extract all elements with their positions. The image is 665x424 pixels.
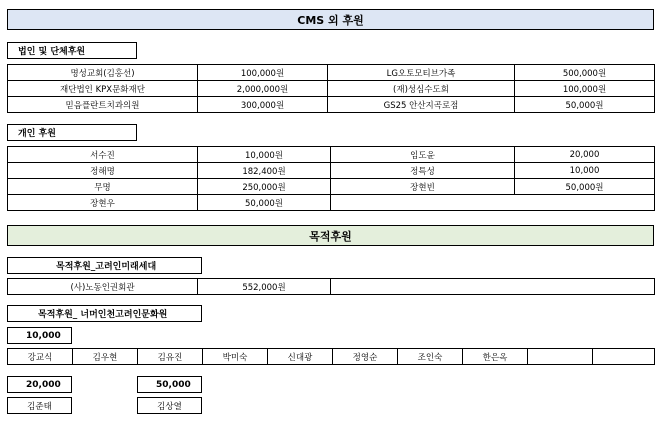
tier1-amount-box [7,327,72,344]
donation-amount: 20,000 [515,147,655,163]
tier3-amount-box [137,376,202,393]
corporate-header-label: 법인 및 단체후원 [18,47,86,57]
donor-name: 믿음플란트치과의원 [8,97,198,113]
donor-name: 재단법인 KPX문화재단 [8,81,198,97]
donor-name: 정특성 [331,163,515,179]
donor-name [593,349,655,365]
designated-group1-header [7,257,202,274]
table-row [8,147,655,163]
donation-amount: 250,000원 [198,179,331,195]
individual-table [7,146,655,211]
donor-name: 명성교회(김홍선) [8,65,198,81]
table-row [8,349,655,365]
tier2-donor-cell [7,397,72,414]
donation-amount: 2,000,000원 [198,81,328,97]
table-row [8,195,655,211]
donor-name: 한은옥 [463,349,528,365]
donation-amount: 182,400원 [198,163,331,179]
donation-amount: 300,000원 [198,97,328,113]
corporate-section-header [7,42,137,59]
donation-amount: 552,000원 [198,279,331,295]
donation-amount: 100,000원 [515,81,655,97]
page-title-banner [7,9,654,30]
tier2-amount: 20,000 [26,379,61,390]
tier3-donor-cell [137,397,202,414]
donation-amount: 10,000원 [198,147,331,163]
donor-name: 임도윤 [331,147,515,163]
donation-amount: 50,000원 [198,195,331,211]
donor-name: 무명 [8,179,198,195]
donor-name: 김우현 [73,349,138,365]
table-row [8,163,655,179]
page-title: CMS 외 후원 [297,13,364,27]
empty-cell [331,279,655,295]
corporate-table [7,64,655,113]
donation-amount: 500,000원 [515,65,655,81]
group1-header-label: 목적후원_고려인미래세대 [56,262,157,272]
donation-amount: 100,000원 [198,65,328,81]
donor-name: 장현빈 [331,179,515,195]
individual-header-label: 개인 후원 [18,129,56,139]
tier1-amount: 10,000 [26,330,61,341]
individual-section-header [7,124,137,141]
designated-title: 목적후원 [309,229,352,243]
designated-group1-table [7,278,655,295]
tier1-names-table [7,348,655,365]
donor-name: 김준태 [27,401,52,412]
table-row [8,179,655,195]
donor-name [528,349,593,365]
donor-name: 김유진 [138,349,203,365]
empty-cell [331,195,655,211]
table-row [8,81,655,97]
donor-name: GS25 안산지곡로점 [328,97,515,113]
donor-name: 신대광 [268,349,333,365]
donation-amount: 10,000 [515,163,655,179]
donor-name: 정해명 [8,163,198,179]
table-row [8,279,655,295]
donor-name: 정영순 [333,349,398,365]
donor-name: LG오토모티브가족 [328,65,515,81]
donor-name: 강교식 [8,349,73,365]
donor-name: 서수진 [8,147,198,163]
table-row [8,97,655,113]
donation-amount: 50,000원 [515,97,655,113]
donor-name: 조인숙 [398,349,463,365]
donor-name: (사)노동인권회관 [8,279,198,295]
group2-header-label: 목적후원_ 너머인천고려인문화원 [38,310,168,320]
tier3-amount: 50,000 [156,379,191,390]
donor-name: (재)성심수도회 [328,81,515,97]
table-row [8,65,655,81]
donor-name: 장현우 [8,195,198,211]
designated-group2-header [7,305,202,322]
designated-title-banner [7,225,654,246]
donor-name: 박미숙 [203,349,268,365]
donation-amount: 50,000원 [515,179,655,195]
donor-name: 김상열 [157,401,182,412]
tier2-amount-box [7,376,72,393]
